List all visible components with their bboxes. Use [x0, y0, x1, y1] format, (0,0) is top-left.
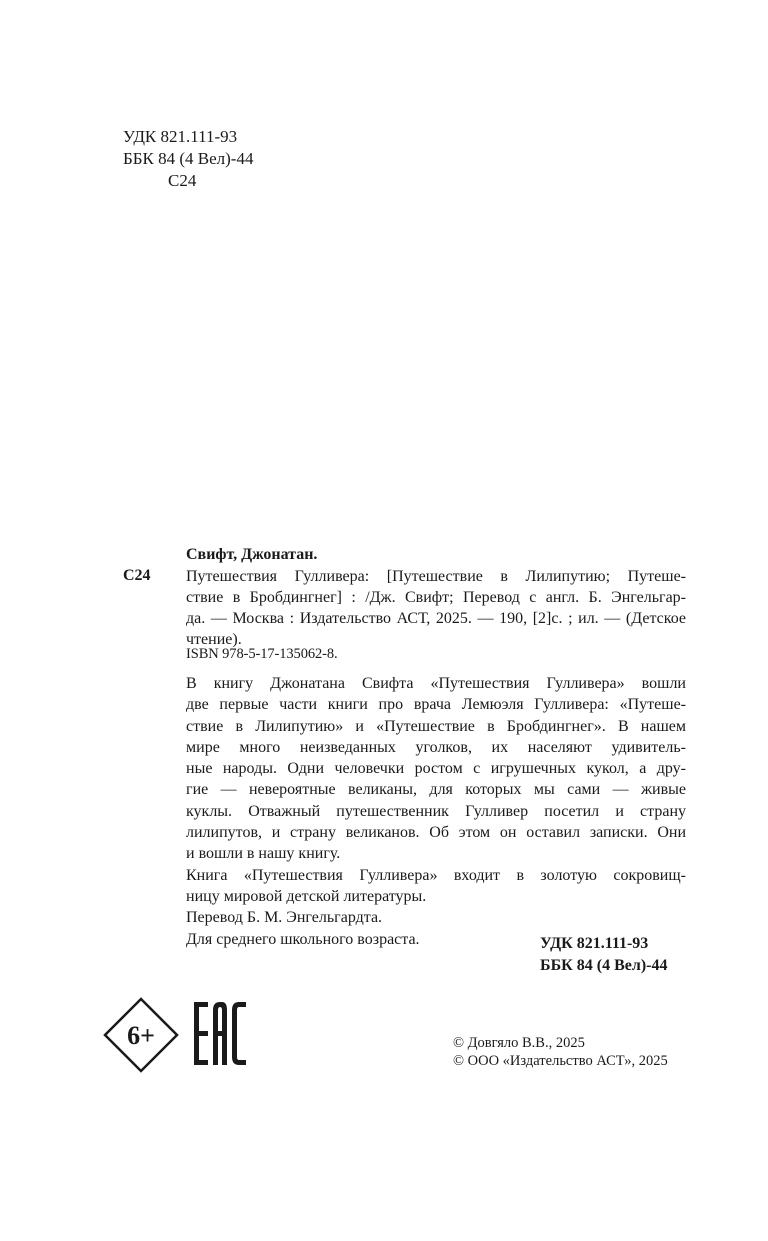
annotation-line: Книга «Путешествия Гулливера» входит в золотую сокровищ-	[186, 866, 686, 884]
annotation	[186, 673, 686, 950]
annotation-line: мире много неизведанных уголков, их населяют удивитель-	[186, 738, 686, 756]
bibliographic-description	[186, 566, 686, 650]
annotation-line: В книгу Джонатана Свифта «Путешествия Гулливера» вошли	[186, 675, 686, 692]
annotation-line: гие — невероятные великаны, для которых мы сами — живые	[186, 781, 686, 799]
description-line: чтение).	[186, 631, 242, 648]
bottom-classification-codes	[540, 933, 668, 977]
age-rating-mark	[103, 997, 179, 1073]
udk-code: УДК 821.111-93	[123, 127, 238, 146]
annotation-line: и вошли в нашу книгу.	[186, 845, 341, 863]
author-heading: Свифт, Джонатан.	[186, 546, 318, 563]
annotation-line: ные народы. Одни человечки ростом с игрушечных кукол, а дру-	[186, 760, 686, 778]
annotation-line: ницу мировой детской литературы.	[186, 887, 427, 905]
copyright	[453, 1034, 668, 1070]
bbk-code-bold: ББК 84 (4 Вел)-44	[540, 957, 668, 974]
bbk-code: ББК 84 (4 Вел)-44	[123, 149, 254, 168]
age-rating-label: 6+	[127, 1021, 155, 1050]
annotation-line: две первые части книги про врача Лемюэля Гулливера: «Путеше-	[186, 696, 686, 714]
eac-conformity-icon	[194, 1002, 246, 1065]
description-line: Путешествия Гулливера: [Путешествие в Лилипутию; Путеше-	[186, 568, 686, 585]
copyright-line: © ООО «Издательство АСТ», 2025	[453, 1053, 668, 1069]
annotation-line: куклы. Отважный путешественник Гулливер посетил и страну	[186, 802, 686, 820]
top-classification-codes	[123, 126, 253, 192]
record-author-sign: С24	[123, 567, 151, 584]
annotation-line: лилипутов, и страну великанов. Об этом он оставил записки. Они	[186, 824, 686, 842]
description-line: да. — Москва : Издательство АСТ, 2025. — 190, [2]с. ; ил. — (Детское	[186, 610, 686, 627]
description-line: ствие в Бробдингнег] : /Дж. Свифт; Перевод с англ. Б. Энгельгар-	[186, 589, 686, 606]
udk-code-bold: УДК 821.111-93	[540, 935, 649, 952]
annotation-line: Перевод Б. М. Энгельгардта.	[186, 909, 383, 927]
annotation-line: Для среднего школьного возраста.	[186, 930, 420, 948]
copyright-line: © Довгяло В.В., 2025	[453, 1035, 585, 1051]
isbn: ISBN 978-5-17-135062-8.	[186, 646, 338, 662]
annotation-line: ствие в Лилипутию» и «Путешествие в Бробдингнег». В нашем	[186, 717, 686, 735]
author-sign: С24	[168, 171, 197, 190]
